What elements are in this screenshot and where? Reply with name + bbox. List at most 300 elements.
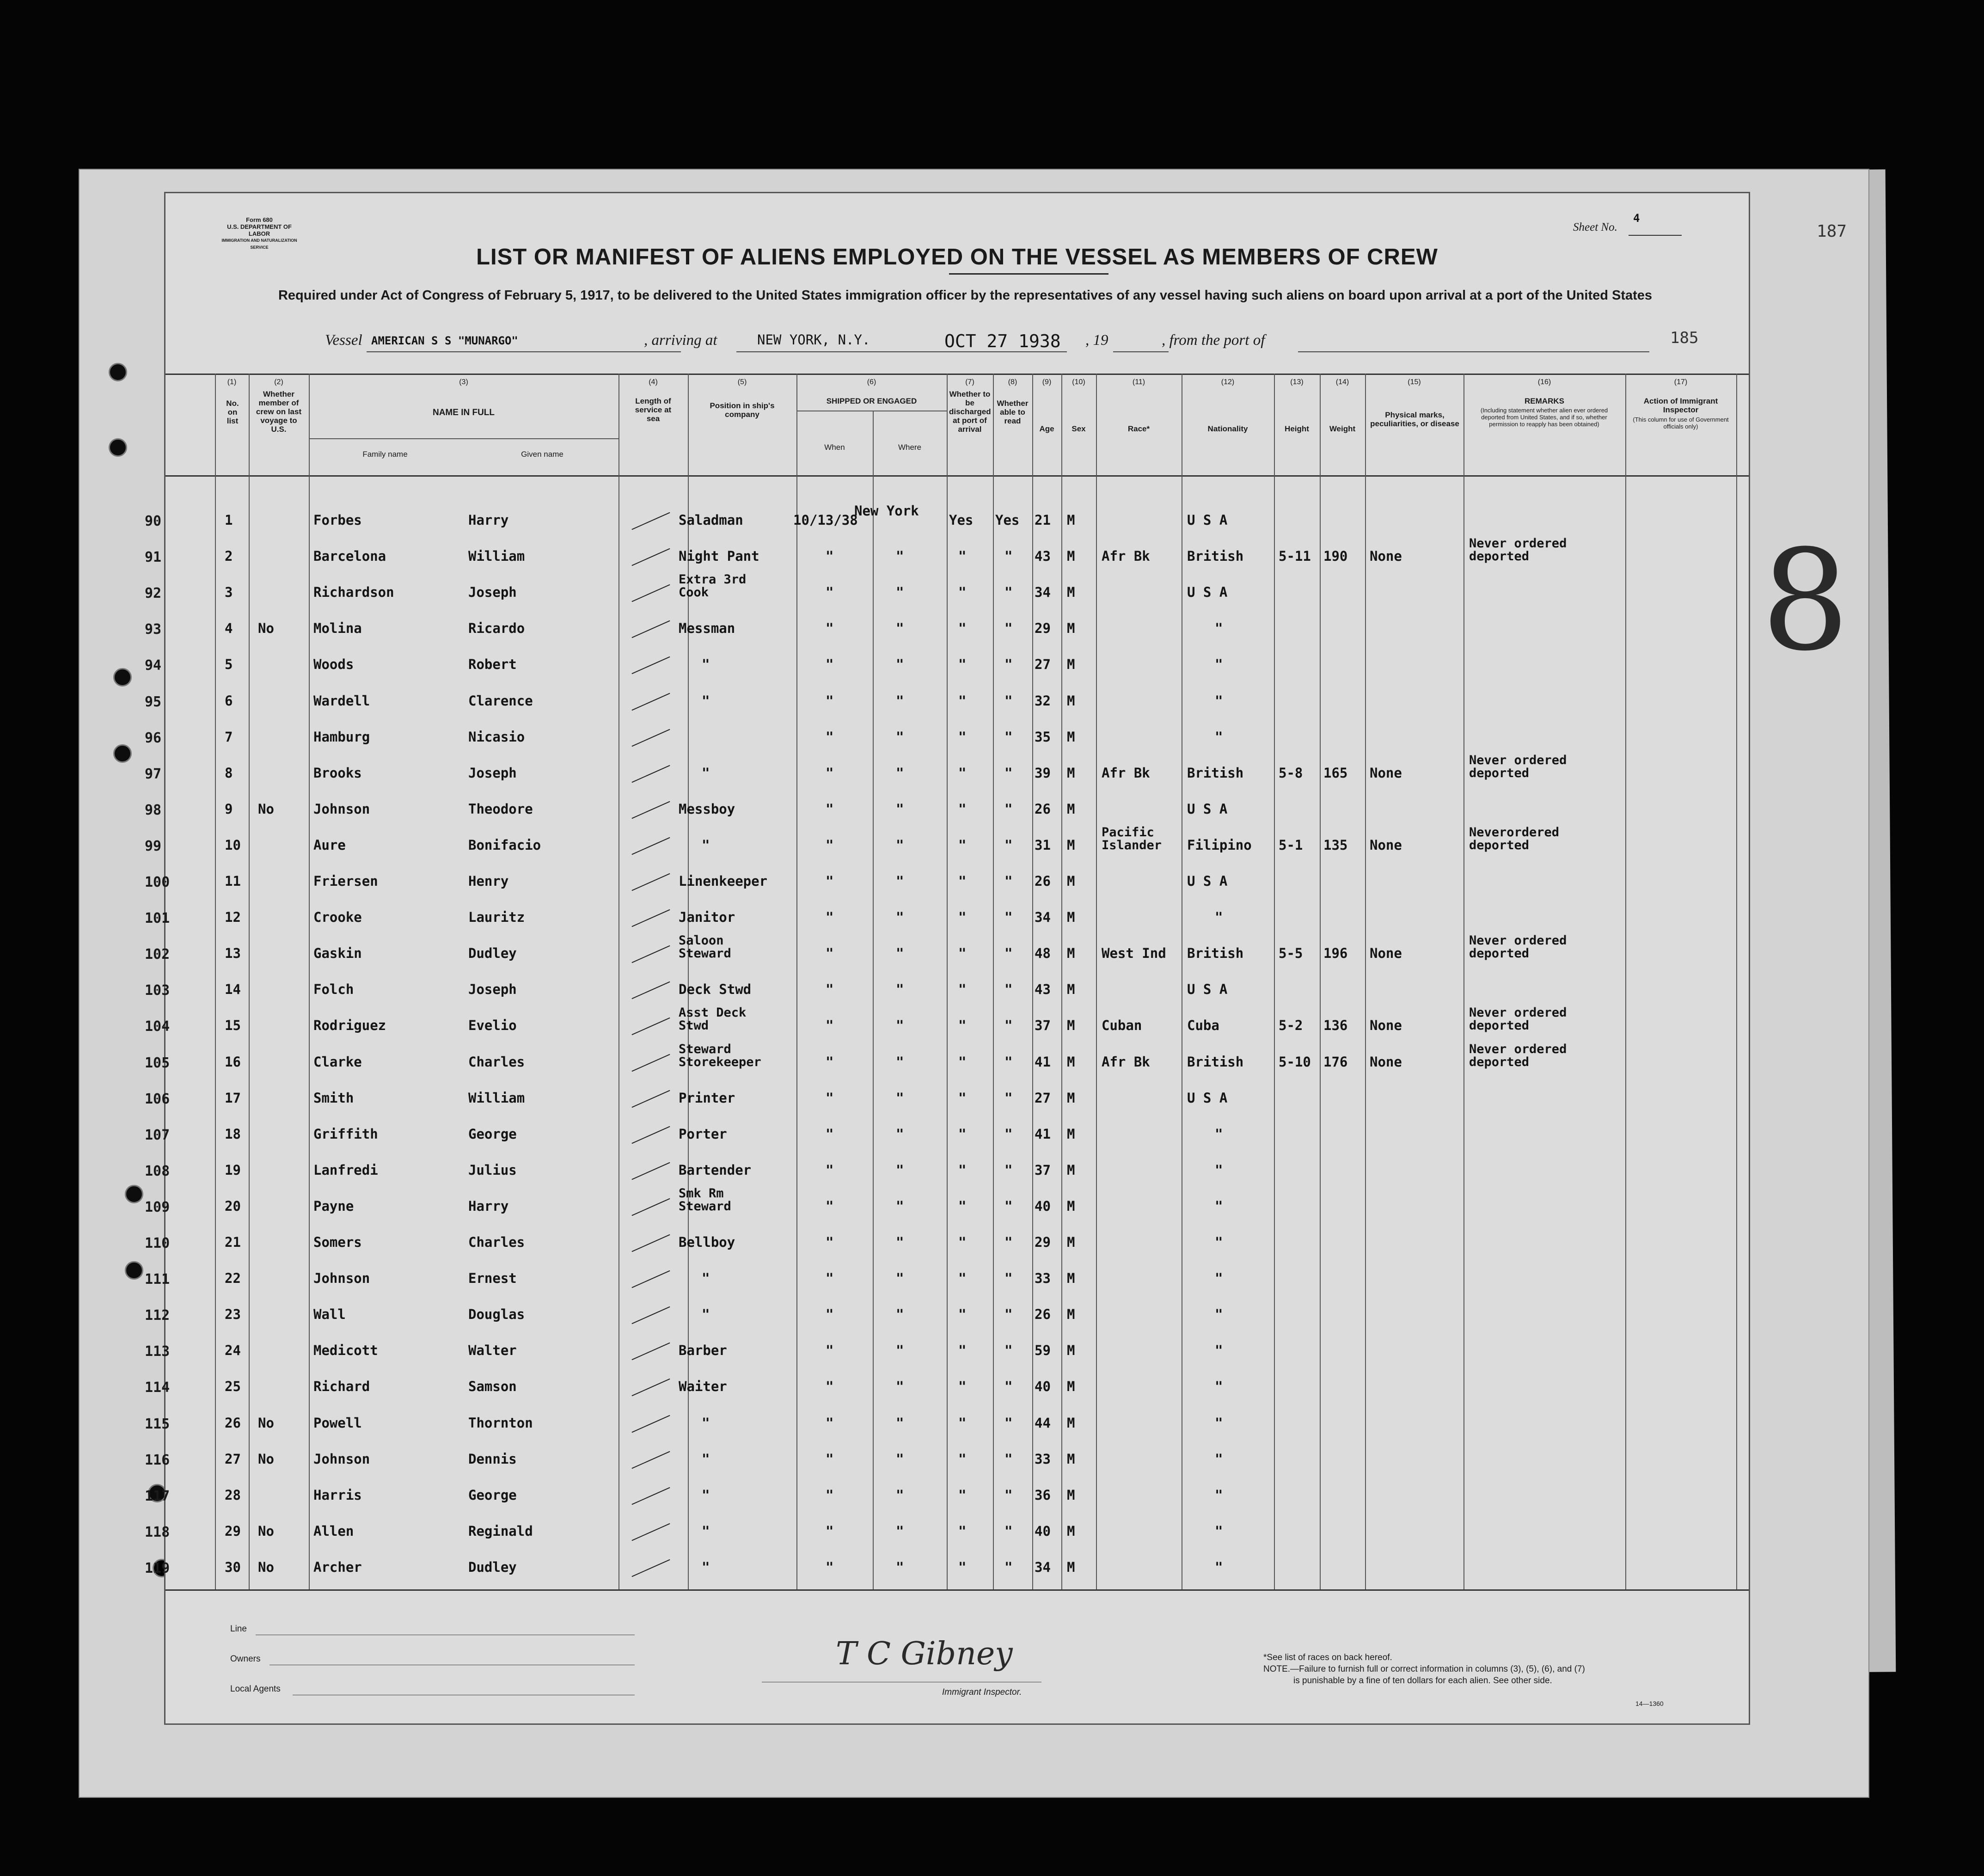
table-row xyxy=(145,1379,1749,1415)
cell-shipped-when: " xyxy=(826,729,834,745)
length-of-service-mark xyxy=(631,693,670,710)
cell-nationality: " xyxy=(1215,729,1223,745)
cell-family-name: Harris xyxy=(313,1487,362,1503)
table-bottom-border xyxy=(165,1589,1749,1591)
header-length-of-service: Length of service at sea xyxy=(635,397,672,423)
cell-age: 40 xyxy=(1035,1379,1051,1395)
binder-hole xyxy=(109,363,127,381)
cell-shipped-when: " xyxy=(826,693,834,709)
cell-nationality: British xyxy=(1187,945,1244,962)
col-1-number: (1) xyxy=(227,378,237,386)
cell-sex: M xyxy=(1067,1090,1075,1106)
cell-family-name: Wall xyxy=(313,1306,346,1323)
cell-sex: M xyxy=(1067,1523,1075,1539)
cell-position: Messman xyxy=(679,620,735,637)
col-8-number: (8) xyxy=(1008,378,1017,386)
cell-age: 41 xyxy=(1035,1054,1051,1070)
cell-age: 26 xyxy=(1035,873,1051,889)
cell-shipped-where: " xyxy=(896,1054,904,1070)
cell-given-name: Joseph xyxy=(468,981,517,998)
length-of-service-mark xyxy=(631,1234,670,1252)
cell-position: " xyxy=(702,837,710,853)
length-of-service-mark xyxy=(631,765,670,782)
cell-shipped-when: " xyxy=(826,981,834,998)
cell-age: 26 xyxy=(1035,1306,1051,1323)
cell-to-be-discharged: " xyxy=(958,729,967,745)
cell-nationality: " xyxy=(1215,1162,1223,1178)
table-row xyxy=(145,873,1749,909)
cell-shipped-when: " xyxy=(826,873,834,889)
line-number: 112 xyxy=(145,1307,170,1324)
cell-able-to-read: " xyxy=(1004,1270,1013,1287)
cell-able-to-read: " xyxy=(1004,1415,1013,1431)
penalty-note-2: is punishable by a fine of ten dollars for each alien. See other side. xyxy=(1293,1676,1552,1686)
cell-shipped-where: " xyxy=(896,584,904,601)
cell-shipped-where: " xyxy=(896,837,904,853)
table-row xyxy=(145,1415,1749,1451)
cell-to-be-discharged: " xyxy=(958,584,967,601)
cell-shipped-where: " xyxy=(896,1306,904,1323)
cell-age: 44 xyxy=(1035,1415,1051,1431)
cell-row-number: 10 xyxy=(225,837,241,853)
cell-nationality: U S A xyxy=(1187,1090,1228,1106)
table-row xyxy=(145,1090,1749,1126)
cell-family-name: Powell xyxy=(313,1415,362,1431)
header-remarks-note: (Including statement whether alien ever ordered deported from United States, and if so, whether permission to reapply has been obtained) xyxy=(1480,407,1608,428)
cell-given-name: George xyxy=(468,1487,517,1503)
cell-to-be-discharged: " xyxy=(958,1198,967,1214)
cell-to-be-discharged: " xyxy=(958,1126,967,1142)
cell-shipped-where: New York xyxy=(854,503,919,519)
header-age: Age xyxy=(1039,424,1054,433)
line-number: 99 xyxy=(145,838,162,854)
col-16-number: (16) xyxy=(1537,378,1551,386)
cell-able-to-read: " xyxy=(1004,693,1013,709)
cell-able-to-read: Yes xyxy=(995,512,1020,528)
cell-family-name: Forbes xyxy=(313,512,362,528)
cell-age: 29 xyxy=(1035,620,1051,637)
cell-nationality: U S A xyxy=(1187,801,1228,817)
cell-shipped-when: " xyxy=(826,1234,834,1250)
cell-nationality: " xyxy=(1215,620,1223,637)
cell-shipped-where: " xyxy=(896,765,904,781)
cell-position: Bartender xyxy=(679,1162,752,1178)
cell-row-number: 27 xyxy=(225,1451,241,1467)
cell-given-name: Dennis xyxy=(468,1451,517,1467)
cell-nationality: " xyxy=(1215,1415,1223,1431)
cell-nationality: U S A xyxy=(1187,981,1228,998)
table-row xyxy=(145,825,1749,873)
cell-position: " xyxy=(702,765,710,781)
cell-family-name: Somers xyxy=(313,1234,362,1250)
cell-age: 43 xyxy=(1035,548,1051,564)
cell-shipped-where: " xyxy=(896,1343,904,1359)
cell-position: Waiter xyxy=(679,1379,727,1395)
cell-age: 27 xyxy=(1035,656,1051,673)
cell-family-name: Hamburg xyxy=(313,729,370,745)
cell-shipped-where: " xyxy=(896,1523,904,1539)
cell-able-to-read: " xyxy=(1004,1523,1013,1539)
header-shipped-when: When xyxy=(824,443,845,452)
cell-shipped-when: " xyxy=(826,620,834,637)
cell-to-be-discharged: " xyxy=(958,837,967,853)
length-of-service-mark xyxy=(631,1162,670,1180)
cell-position: Messboy xyxy=(679,801,735,817)
cell-nationality: " xyxy=(1215,909,1223,926)
table-header-border xyxy=(165,475,1749,477)
length-of-service-mark xyxy=(631,656,670,674)
length-of-service-mark xyxy=(631,1343,670,1360)
cell-age: 34 xyxy=(1035,1559,1051,1575)
table-row xyxy=(145,1126,1749,1162)
cell-family-name: Crooke xyxy=(313,909,362,926)
cell-family-name: Woods xyxy=(313,656,354,673)
cell-given-name: Bonifacio xyxy=(468,837,541,853)
binder-hole xyxy=(109,438,127,457)
length-of-service-mark xyxy=(631,548,670,566)
cell-to-be-discharged: " xyxy=(958,1559,967,1575)
cell-nationality: British xyxy=(1187,765,1244,781)
binder-hole xyxy=(113,668,132,687)
cell-race: Afr Bk xyxy=(1102,765,1150,781)
line-number: 108 xyxy=(145,1163,170,1179)
table-row xyxy=(145,693,1749,729)
cell-position: Saloon Steward xyxy=(679,933,731,961)
cell-given-name: Joseph xyxy=(468,584,517,601)
cell-to-be-discharged: " xyxy=(958,1379,967,1395)
header-name-in-full: NAME IN FULL xyxy=(432,408,495,417)
cell-weight: 190 xyxy=(1323,548,1348,564)
cell-shipped-when: " xyxy=(826,837,834,853)
header-given-name: Given name xyxy=(521,450,563,459)
from-port-rule xyxy=(1298,351,1649,352)
cell-given-name: Douglas xyxy=(468,1306,525,1323)
cell-family-name: Payne xyxy=(313,1198,354,1214)
cell-family-name: Rodriguez xyxy=(313,1018,386,1034)
cell-shipped-when: " xyxy=(826,1415,834,1431)
col-13-number: (13) xyxy=(1290,378,1304,386)
line-number: 91 xyxy=(145,549,162,566)
line-number: 116 xyxy=(145,1452,170,1468)
table-row xyxy=(145,933,1749,981)
cell-shipped-where: " xyxy=(896,1090,904,1106)
cell-family-name: Allen xyxy=(313,1523,354,1539)
cell-weight: 136 xyxy=(1323,1018,1348,1034)
cell-to-be-discharged: " xyxy=(958,1162,967,1178)
cell-given-name: Robert xyxy=(468,656,517,673)
cell-shipped-where: " xyxy=(896,1198,904,1214)
header-sex: Sex xyxy=(1072,424,1086,433)
cell-sex: M xyxy=(1067,1306,1075,1323)
cell-shipped-where: " xyxy=(896,1270,904,1287)
cell-shipped-where: " xyxy=(896,1018,904,1034)
cell-given-name: Lauritz xyxy=(468,909,525,926)
header-physical-marks: Physical marks, peculiarities, or disease xyxy=(1370,411,1459,428)
cell-able-to-read: " xyxy=(1004,981,1013,998)
line-number: 105 xyxy=(145,1054,170,1071)
cell-to-be-discharged: " xyxy=(958,656,967,673)
cell-nationality: British xyxy=(1187,1054,1244,1070)
length-of-service-mark xyxy=(631,1054,670,1071)
cell-position: " xyxy=(702,1451,710,1467)
cell-given-name: Evelio xyxy=(468,1018,517,1034)
cell-nationality: U S A xyxy=(1187,512,1228,528)
cell-position: Bellboy xyxy=(679,1234,735,1250)
cell-nationality: " xyxy=(1215,1198,1223,1214)
cell-family-name: Gaskin xyxy=(313,945,362,962)
header-weight: Weight xyxy=(1329,424,1356,433)
cell-age: 43 xyxy=(1035,981,1051,998)
cell-shipped-when: 10/13/38 xyxy=(793,512,858,528)
cell-physical-marks: None xyxy=(1370,945,1402,962)
line-number: 103 xyxy=(145,982,170,999)
cell-shipped-where: " xyxy=(896,620,904,637)
header-shipped-where: Where xyxy=(898,443,922,452)
cell-position: Saladman xyxy=(679,512,743,528)
cell-sex: M xyxy=(1067,1198,1075,1214)
cell-shipped-when: " xyxy=(826,1559,834,1575)
cell-remarks: Never ordered deported xyxy=(1469,933,1567,961)
cell-given-name: Harry xyxy=(468,512,509,528)
cell-able-to-read: " xyxy=(1004,765,1013,781)
cell-physical-marks: None xyxy=(1370,1018,1402,1034)
length-of-service-mark xyxy=(631,1523,670,1541)
cell-sex: M xyxy=(1067,1162,1075,1178)
line-number: 117 xyxy=(145,1488,170,1504)
cell-shipped-where: " xyxy=(896,909,904,926)
header-nationality: Nationality xyxy=(1207,424,1248,433)
cell-age: 32 xyxy=(1035,693,1051,709)
cell-given-name: Clarence xyxy=(468,693,533,709)
cell-nationality: " xyxy=(1215,1559,1223,1575)
cell-able-to-read: " xyxy=(1004,1487,1013,1503)
cell-age: 33 xyxy=(1035,1451,1051,1467)
cell-position: " xyxy=(702,1306,710,1323)
cell-nationality: Cuba xyxy=(1187,1018,1219,1034)
col-11-number: (11) xyxy=(1132,378,1145,386)
cell-physical-marks: None xyxy=(1370,1054,1402,1070)
col-15-number: (15) xyxy=(1408,378,1421,386)
races-note: *See list of races on back hereof. xyxy=(1263,1653,1392,1662)
cell-sex: M xyxy=(1067,1487,1075,1503)
cell-able-to-read: " xyxy=(1004,1379,1013,1395)
cell-position: Printer xyxy=(679,1090,735,1106)
cell-shipped-where: " xyxy=(896,693,904,709)
cell-sex: M xyxy=(1067,1234,1075,1250)
cell-shipped-when: " xyxy=(826,1270,834,1287)
cell-shipped-where: " xyxy=(896,729,904,745)
cell-family-name: Johnson xyxy=(313,1270,370,1287)
line-number: 118 xyxy=(145,1524,170,1540)
form-subtitle: Required under Act of Congress of February 5, 1917, to be delivered to the United States immigration officer by the representatives of any vessel having such aliens on board upon arrival at a port of the United States xyxy=(278,288,1653,303)
cell-shipped-when: " xyxy=(826,548,834,564)
cell-previous-voyage: No xyxy=(258,1559,274,1575)
cell-family-name: Lanfredi xyxy=(313,1162,378,1178)
col-12-number: (12) xyxy=(1221,378,1235,386)
cell-able-to-read: " xyxy=(1004,548,1013,564)
cell-sex: M xyxy=(1067,693,1075,709)
cell-sex: M xyxy=(1067,1126,1075,1142)
cell-to-be-discharged: " xyxy=(958,1306,967,1323)
cell-race: West Ind xyxy=(1102,945,1166,962)
cell-age: 36 xyxy=(1035,1487,1051,1503)
cell-sex: M xyxy=(1067,620,1075,637)
penalty-note-1: NOTE.—Failure to furnish full or correct information in columns (3), (5), (6), and (7) xyxy=(1263,1664,1585,1674)
cell-previous-voyage: No xyxy=(258,1415,274,1431)
cell-sex: M xyxy=(1067,945,1075,962)
cell-row-number: 11 xyxy=(225,873,241,889)
length-of-service-mark xyxy=(631,909,670,927)
cell-age: 37 xyxy=(1035,1018,1051,1034)
cell-height: 5-8 xyxy=(1279,765,1303,781)
cell-sex: M xyxy=(1067,981,1075,998)
cell-to-be-discharged: " xyxy=(958,1018,967,1034)
binder-hole xyxy=(113,744,132,763)
col-7-number: (7) xyxy=(965,378,974,386)
year-label: , 19 xyxy=(1085,332,1108,349)
arrival-date: OCT 27 1938 xyxy=(944,331,1061,351)
binder-hole xyxy=(125,1185,143,1203)
table-row xyxy=(145,1234,1749,1270)
cell-sex: M xyxy=(1067,765,1075,781)
cell-shipped-where: " xyxy=(896,1379,904,1395)
cell-sex: M xyxy=(1067,584,1075,601)
cell-row-number: 21 xyxy=(225,1234,241,1250)
cell-sex: M xyxy=(1067,729,1075,745)
cell-nationality: " xyxy=(1215,1306,1223,1323)
cell-nationality: " xyxy=(1215,1234,1223,1250)
cell-shipped-when: " xyxy=(826,1090,834,1106)
line-number: 94 xyxy=(145,657,162,674)
cell-position: Night Pant xyxy=(679,548,759,564)
line-number: 101 xyxy=(145,910,170,927)
header-height: Height xyxy=(1285,424,1309,433)
cell-row-number: 20 xyxy=(225,1198,241,1214)
cell-remarks: Never ordered deported xyxy=(1469,536,1567,564)
arriving-label: , arriving at xyxy=(644,332,717,349)
cell-able-to-read: " xyxy=(1004,945,1013,962)
cell-able-to-read: " xyxy=(1004,1162,1013,1178)
cell-to-be-discharged: " xyxy=(958,1451,967,1467)
cell-to-be-discharged: " xyxy=(958,765,967,781)
cell-shipped-where: " xyxy=(896,1162,904,1178)
inspector-label: Immigrant Inspector. xyxy=(942,1687,1022,1697)
cell-remarks: Never ordered deported xyxy=(1469,1005,1567,1033)
cell-position: " xyxy=(702,1523,710,1539)
cell-position: " xyxy=(702,1270,710,1287)
cell-remarks: Never ordered deported xyxy=(1469,753,1567,780)
length-of-service-mark xyxy=(631,801,670,819)
cell-shipped-when: " xyxy=(826,801,834,817)
cell-shipped-where: " xyxy=(896,1487,904,1503)
table-row xyxy=(145,536,1749,584)
cell-shipped-when: " xyxy=(826,1379,834,1395)
table-top-border xyxy=(165,374,1749,375)
cell-shipped-when: " xyxy=(826,1018,834,1034)
table-row xyxy=(145,1451,1749,1487)
cell-able-to-read: " xyxy=(1004,729,1013,745)
cell-shipped-where: " xyxy=(896,656,904,673)
cell-position: Porter xyxy=(679,1126,727,1142)
cell-height: 5-11 xyxy=(1279,548,1311,564)
cell-given-name: Nicasio xyxy=(468,729,525,745)
cell-family-name: Johnson xyxy=(313,1451,370,1467)
cell-age: 29 xyxy=(1035,1234,1051,1250)
line-number: 92 xyxy=(145,585,162,602)
header-no-on-list: No. on list xyxy=(226,399,239,425)
cell-weight: 176 xyxy=(1323,1054,1348,1070)
length-of-service-mark xyxy=(631,1270,670,1288)
cell-able-to-read: " xyxy=(1004,1198,1013,1214)
cell-to-be-discharged: " xyxy=(958,1054,967,1070)
length-of-service-mark xyxy=(631,584,670,602)
footer-owners-label: Owners xyxy=(230,1654,261,1664)
cell-to-be-discharged: " xyxy=(958,1523,967,1539)
cell-able-to-read: " xyxy=(1004,873,1013,889)
header-inspector-note: (This column for use of Government officials only) xyxy=(1633,416,1729,430)
cell-position: " xyxy=(702,693,710,709)
table-row xyxy=(145,1306,1749,1343)
cell-nationality: " xyxy=(1215,1379,1223,1395)
year-rule xyxy=(1113,351,1169,352)
cell-family-name: Clarke xyxy=(313,1054,362,1070)
cell-nationality: U S A xyxy=(1187,873,1228,889)
cell-given-name: Julius xyxy=(468,1162,517,1178)
cell-position: Deck Stwd xyxy=(679,981,752,998)
cell-position: Steward Storekeeper xyxy=(679,1042,761,1069)
cell-nationality: " xyxy=(1215,1343,1223,1359)
cell-able-to-read: " xyxy=(1004,909,1013,926)
cell-height: 5-2 xyxy=(1279,1018,1303,1034)
cell-row-number: 15 xyxy=(225,1018,241,1034)
length-of-service-mark xyxy=(631,1451,670,1468)
cell-sex: M xyxy=(1067,1343,1075,1359)
cell-row-number: 19 xyxy=(225,1162,241,1178)
cell-row-number: 30 xyxy=(225,1559,241,1575)
cell-row-number: 3 xyxy=(225,584,233,601)
cell-shipped-when: " xyxy=(826,1162,834,1178)
page-number: 187 xyxy=(1817,222,1847,241)
cell-given-name: Ernest xyxy=(468,1270,517,1287)
cell-position: Janitor xyxy=(679,909,735,926)
length-of-service-mark xyxy=(631,1306,670,1324)
cell-given-name: Dudley xyxy=(468,945,517,962)
cell-given-name: Dudley xyxy=(468,1559,517,1575)
line-number: 104 xyxy=(145,1018,170,1035)
cell-age: 33 xyxy=(1035,1270,1051,1287)
header-shipped-or-engaged: SHIPPED OR ENGAGED xyxy=(826,397,917,405)
cell-sex: M xyxy=(1067,1270,1075,1287)
cell-nationality: Filipino xyxy=(1187,837,1252,853)
cell-shipped-where: " xyxy=(896,1234,904,1250)
line-number: 113 xyxy=(145,1343,170,1360)
sheet-rule xyxy=(1629,235,1682,236)
cell-age: 37 xyxy=(1035,1162,1051,1178)
cell-able-to-read: " xyxy=(1004,1090,1013,1106)
vessel-name: AMERICAN S S "MUNARGO" xyxy=(371,334,518,347)
cell-family-name: Richardson xyxy=(313,584,394,601)
cell-able-to-read: " xyxy=(1004,656,1013,673)
cell-to-be-discharged: " xyxy=(958,1415,967,1431)
cell-age: 35 xyxy=(1035,729,1051,745)
header-able-to-read: Whether able to read xyxy=(997,399,1029,425)
cell-age: 48 xyxy=(1035,945,1051,962)
cell-position: " xyxy=(702,656,710,673)
cell-row-number: 22 xyxy=(225,1270,241,1287)
form-identifier: Form 680 U.S. DEPARTMENT OF LABOR IMMIGRATION AND NATURALIZATION SERVICE xyxy=(221,216,297,250)
vessel-rule xyxy=(367,351,681,352)
cell-row-number: 9 xyxy=(225,801,233,817)
